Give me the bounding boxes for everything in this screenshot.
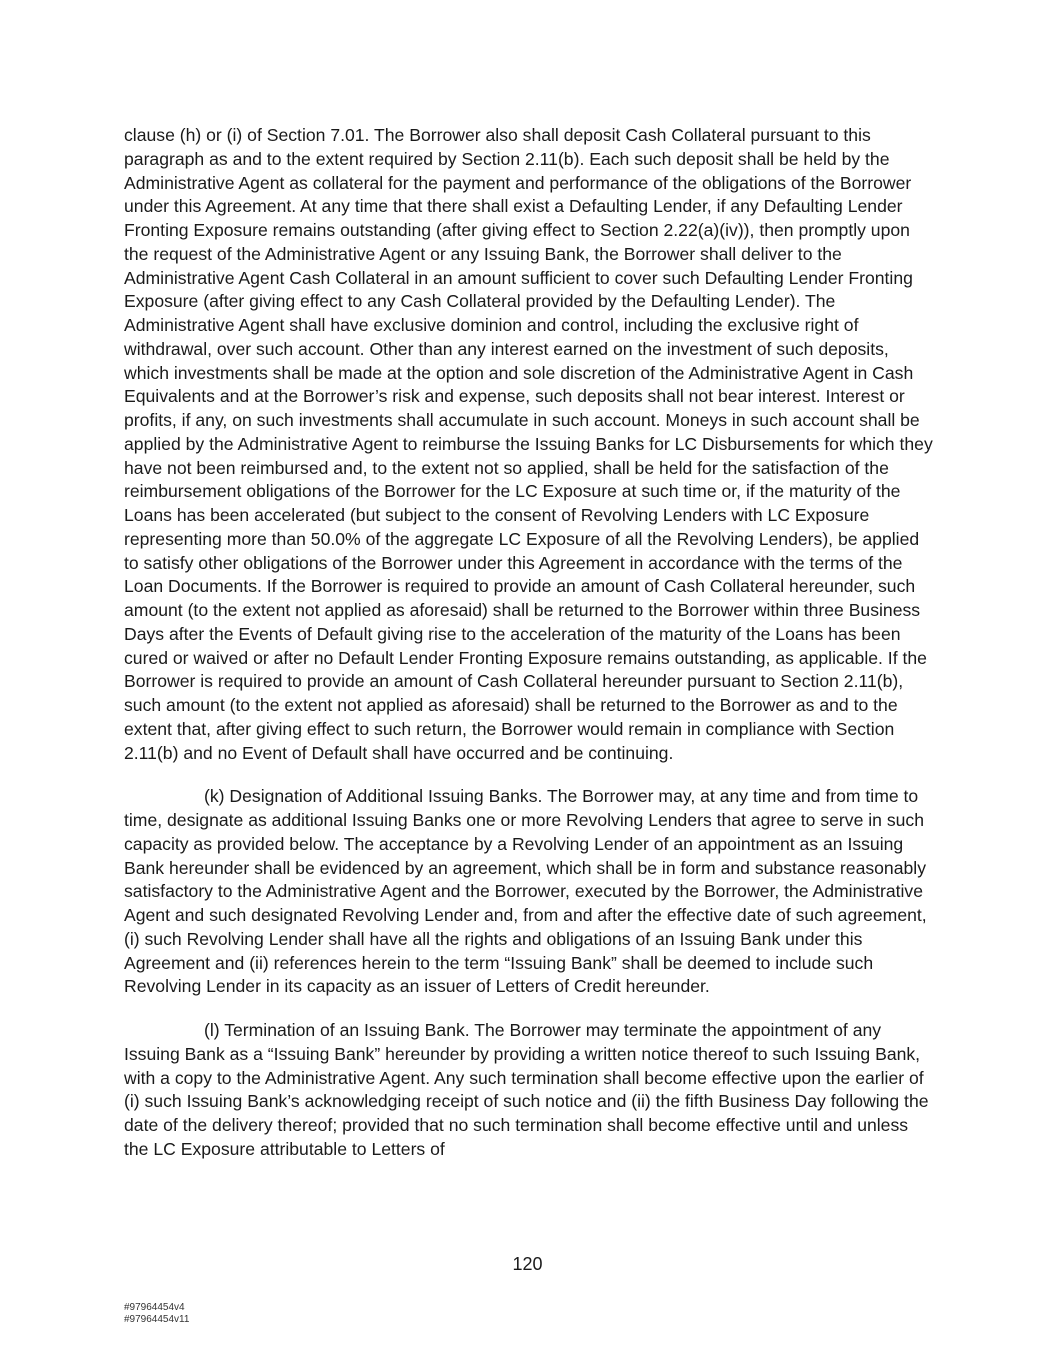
document-id: #97964454v11 <box>124 1314 190 1325</box>
section-l-body: The Borrower may terminate the appointment of any Issuing Bank as a “Issuing Bank” hereunder by providing a written notice thereof to such Issuing Bank, with a copy to the Administrative Agent. Any such termination shall become effective upon the earlier of (i) such Issuing Bank’s acknowledging receipt of such notice and (ii) the fifth Business Day following the date of the delivery thereof; provided that no such termination shall become effective until and unless the LC Exposure attributable to Letters of <box>124 1020 929 1159</box>
section-k-paragraph <box>124 785 934 999</box>
page-number: 120 <box>512 1254 543 1274</box>
section-l-paragraph <box>124 1019 934 1162</box>
continued-paragraph: clause (h) or (i) of Section 7.01. The Borrower also shall deposit Cash Collateral pursuant to this paragraph as and to the extent required by Section 2.11(b). Each such deposit shall be held by the Administrative Agent as collateral for the payment and performance of the obligations of the Borrower under this Agreement. At any time that there shall exist a Defaulting Lender, if any Defaulting Lender Fronting Exposure remains outstanding (after giving effect to Section 2.22(a)(iv)), then promptly upon the request of the Administrative Agent or any Issuing Bank, the Borrower shall deliver to the Administrative Agent Cash Collateral in an amount sufficient to cover such Defaulting Lender Fronting Exposure (after giving effect to any Cash Collateral provided by the Defaulting Lender). The Administrative Agent shall have exclusive dominion and control, including the exclusive right of withdrawal, over such account. Other than any interest earned on the investment of such deposits, which investments shall be made at the option and sole discretion of the Administrative Agent in Cash Equivalents and at the Borrower’s risk and expense, such deposits shall not bear interest. Interest or profits, if any, on such investments shall accumulate in such account. Moneys in such account shall be applied by the Administrative Agent to reimburse the Issuing Banks for LC Disbursements for which they have not been reimbursed and, to the extent not so applied, shall be held for the satisfaction of the reimbursement obligations of the Borrower for the LC Exposure at such time or, if the maturity of the Loans has been accelerated (but subject to the consent of Revolving Lenders with LC Exposure representing more than 50.0% of the aggregate LC Exposure of all the Revolving Lenders), be applied to satisfy other obligations of the Borrower under this Agreement in accordance with the terms of the Loan Documents. If the Borrower is required to provide an amount of Cash Collateral hereunder, such amount (to the extent not applied as aforesaid) shall be returned to the Borrower within three Business Days after the Events of Default giving rise to the acceleration of the maturity of the Loans has been cured or waived or after no Default Lender Fronting Exposure remains outstanding, as applicable. If the Borrower is required to provide an amount of Cash Collateral hereunder pursuant to Section 2.11(b), such amount (to the extent not applied as aforesaid) shall be returned to the Borrower as and to the extent that, after giving effect to such return, the Borrower would remain in compliance with Section 2.11(b) and no Event of Default shall have occurred and be continuing. <box>124 125 933 763</box>
section-k-heading: (k) Designation of Additional Issuing Banks. <box>204 786 543 807</box>
page-body <box>124 124 934 1162</box>
document-ids <box>124 1302 189 1326</box>
section-k-body: The Borrower may, at any time and from time to time, designate as additional Issuing Banks one or more Revolving Lenders that agree to serve in such capacity as provided below. The acceptance by a Revolving Lender of an appointment as an Issuing Bank hereunder shall be evidenced by an agreement, which shall be in form and substance reasonably satisfactory to the Administrative Agent and the Borrower, executed by the Borrower, the Administrative Agent and such designated Revolving Lender and, from and after the effective date of such agreement, (i) such Revolving Lender shall have all the rights and obligations of an Issuing Bank under this Agreement and (ii) references herein to the term “Issuing Bank” shall be deemed to include such Revolving Lender in its capacity as an issuer of Letters of Credit hereunder. <box>124 786 927 997</box>
document-id: #97964454v4 <box>124 1302 185 1313</box>
section-l-heading: (l) Termination of an Issuing Bank. <box>204 1020 470 1040</box>
